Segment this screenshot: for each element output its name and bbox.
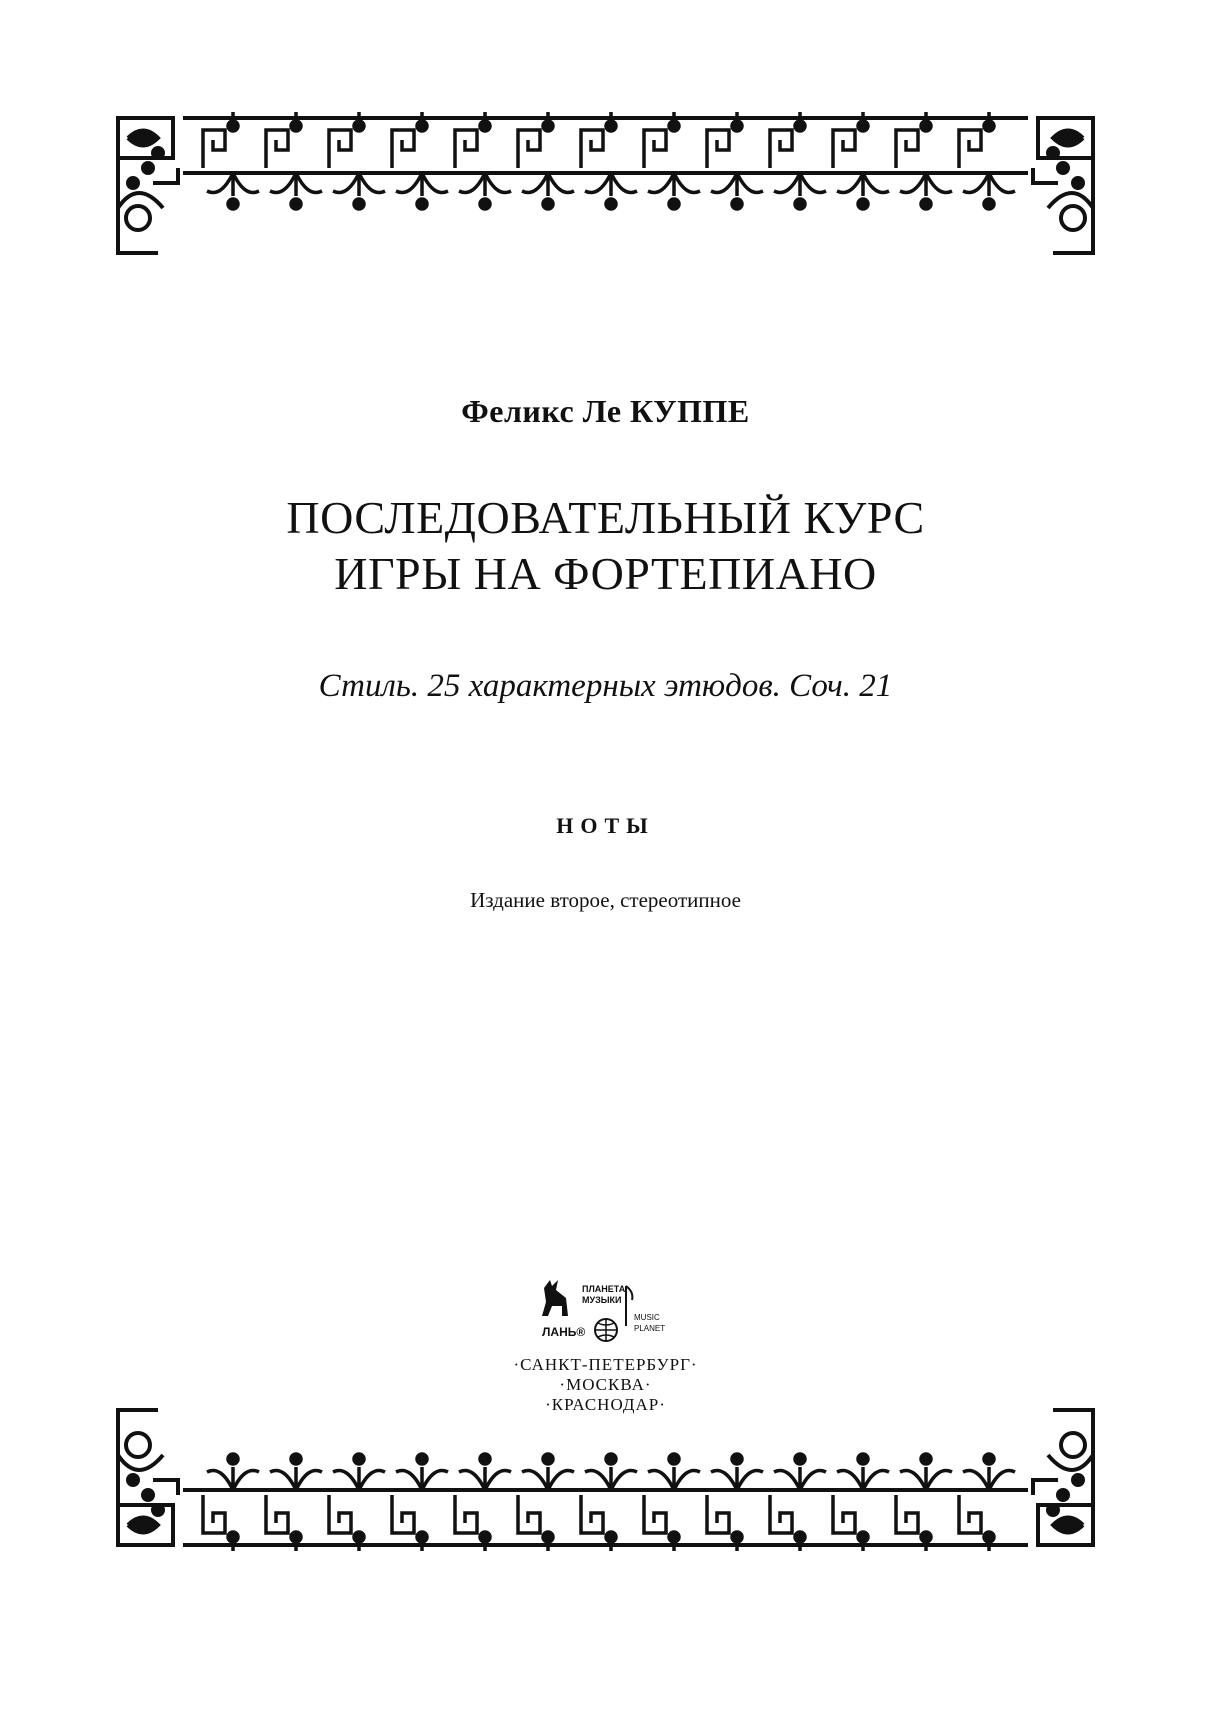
meander-motifs-bottom [203,1454,1015,1551]
left-corner-ornament [118,118,178,253]
city-1: ·САНКТ-ПЕТЕРБУРГ· [513,1355,698,1374]
meander-motifs [203,112,1015,209]
city-2: ·МОСКВА· [559,1375,652,1394]
deer-icon [542,1280,568,1316]
meander-motif [959,112,1015,209]
meander-motif [707,112,763,209]
meander-motif [959,1454,1015,1551]
meander-motif [833,112,889,209]
planet-text: PLANET [634,1324,666,1333]
meander-motif [203,112,259,209]
meander-motif [203,1454,259,1551]
meander-motif [266,1454,322,1551]
title-line-1: ПОСЛЕДОВАТЕЛЬНЫЙ КУРС [286,492,925,543]
lan-logo-text: ЛАНЬ® [542,1325,586,1339]
meander-motif [455,1454,511,1551]
meander-motif [581,1454,637,1551]
note-icon [626,1286,632,1326]
meander-motif [329,112,385,209]
meander-motif [770,1454,826,1551]
meander-motif [707,1454,763,1551]
city-3: ·КРАСНОДАР· [545,1395,666,1414]
meander-motif [392,112,448,209]
meander-motif [266,112,322,209]
publication-kind: НОТЫ [556,813,655,838]
planet-text-1: ПЛАНЕТА [582,1284,626,1294]
music-text: MUSIC [634,1313,660,1322]
meander-motif [833,1454,889,1551]
top-ornament-border [113,108,1098,258]
author-name: Феликс Ле КУППЕ [461,393,750,429]
meander-motif [644,112,700,209]
meander-motif [392,1454,448,1551]
meander-motif [329,1454,385,1551]
meander-motif [644,1454,700,1551]
book-title [0,490,1211,602]
meander-motif [518,1454,574,1551]
right-corner-ornament-bottom [1033,1410,1093,1545]
meander-motif [896,112,952,209]
right-corner-ornament [1033,118,1093,253]
bottom-ornament-border [113,1405,1098,1555]
meander-motif [581,112,637,209]
meander-motif [896,1454,952,1551]
book-subtitle: Стиль. 25 характерных этюдов. Соч. 21 [318,668,893,704]
edition-note: Издание второе, стереотипное [470,888,741,912]
planet-text-2: МУЗЫКИ [582,1295,622,1305]
meander-motif [455,112,511,209]
meander-motif [518,112,574,209]
publisher-logo [536,1278,676,1353]
meander-motif [770,112,826,209]
left-corner-ornament-bottom [118,1410,178,1545]
title-line-2: ИГРЫ НА ФОРТЕПИАНО [334,548,877,599]
